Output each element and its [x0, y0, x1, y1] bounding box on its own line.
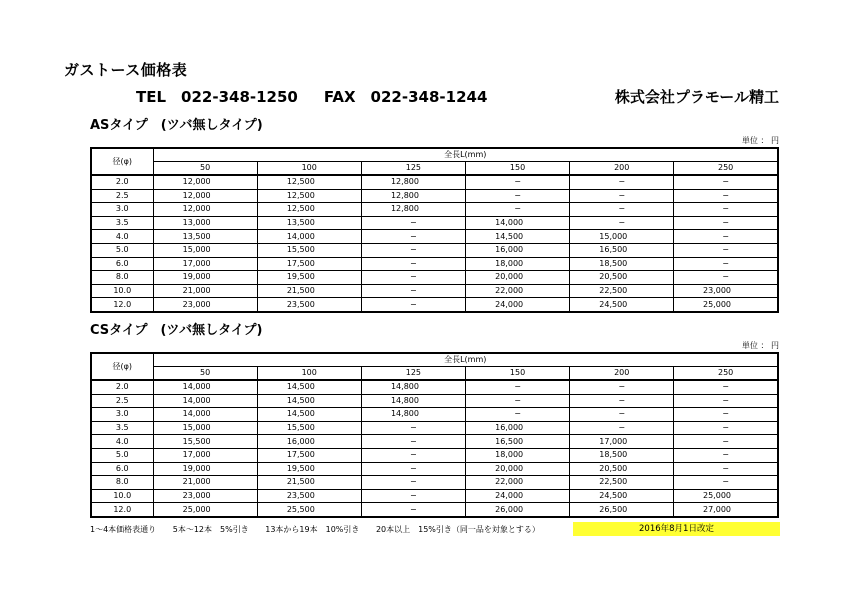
- diameter-header: 径(φ): [91, 148, 153, 175]
- price-cell: 20,000: [465, 271, 569, 285]
- price-cell: −: [361, 230, 465, 244]
- diameter-cell: 2.5: [91, 189, 153, 203]
- price-cell: 16,500: [465, 435, 569, 449]
- price-cell: 25,500: [257, 503, 361, 517]
- table-row: [91, 489, 778, 503]
- price-cell: −: [361, 284, 465, 298]
- length-column-header: 200: [570, 162, 674, 176]
- price-cell: 16,000: [465, 421, 569, 435]
- table-row: [91, 216, 778, 230]
- length-header: 全長L(mm): [153, 353, 778, 367]
- price-cell: 12,500: [257, 203, 361, 217]
- price-cell: 18,000: [465, 257, 569, 271]
- price-cell: 14,800: [361, 408, 465, 422]
- price-cell: 23,500: [257, 298, 361, 312]
- price-cell: −: [674, 203, 778, 217]
- price-cell: −: [361, 421, 465, 435]
- price-cell: −: [674, 257, 778, 271]
- section-title-as: ASタイプ (ツバ無しタイプ): [90, 118, 263, 133]
- price-cell: −: [674, 408, 778, 422]
- price-cell: 24,000: [465, 489, 569, 503]
- price-cell: 15,500: [257, 421, 361, 435]
- price-cell: −: [674, 216, 778, 230]
- section-title-cs: CSタイプ (ツバ無しタイプ): [90, 323, 263, 338]
- price-cell: −: [361, 298, 465, 312]
- length-column-header: 150: [465, 367, 569, 381]
- price-cell: −: [361, 243, 465, 257]
- unit-label-as: 単位 ： 円: [741, 136, 779, 145]
- price-cell: 14,500: [257, 394, 361, 408]
- price-cell: −: [570, 175, 674, 189]
- price-cell: 16,000: [257, 435, 361, 449]
- price-cell: 20,000: [465, 462, 569, 476]
- discount-note: 13本から19本 10%引き: [265, 525, 360, 534]
- price-cell: −: [361, 489, 465, 503]
- price-cell: 14,800: [361, 380, 465, 394]
- price-cell: −: [674, 271, 778, 285]
- fax-number: FAX 022-348-1244: [323, 88, 488, 106]
- table-row: [91, 284, 778, 298]
- price-cell: 22,000: [465, 476, 569, 490]
- discount-note: 5本〜12本 5%引き: [172, 525, 249, 534]
- table-row: [91, 503, 778, 517]
- price-cell: 20,500: [570, 271, 674, 285]
- price-cell: −: [465, 175, 569, 189]
- length-column-header: 125: [361, 367, 465, 381]
- price-cell: −: [674, 230, 778, 244]
- diameter-cell: 3.5: [91, 216, 153, 230]
- diameter-cell: 2.5: [91, 394, 153, 408]
- price-cell: 15,000: [153, 243, 257, 257]
- price-cell: 13,000: [153, 216, 257, 230]
- price-cell: 19,500: [257, 462, 361, 476]
- price-cell: 12,000: [153, 175, 257, 189]
- length-column-header: 50: [153, 367, 257, 381]
- table-row: [91, 394, 778, 408]
- price-cell: 25,000: [153, 503, 257, 517]
- length-header: 全長L(mm): [153, 148, 778, 162]
- price-cell: 24,500: [570, 298, 674, 312]
- table-row: [91, 476, 778, 490]
- contact-line: [136, 86, 487, 107]
- length-column-header: 250: [674, 162, 778, 176]
- table-row: [91, 408, 778, 422]
- length-column-header: 250: [674, 367, 778, 381]
- length-column-header: 200: [570, 367, 674, 381]
- price-cell: −: [465, 394, 569, 408]
- revision-date-badge: 2016年8月1日改定: [573, 522, 780, 536]
- price-cell: 21,000: [153, 476, 257, 490]
- price-cell: 15,500: [257, 243, 361, 257]
- price-cell: −: [674, 448, 778, 462]
- price-cell: −: [570, 189, 674, 203]
- price-cell: 22,500: [570, 476, 674, 490]
- price-cell: 14,000: [465, 216, 569, 230]
- price-cell: 12,500: [257, 189, 361, 203]
- price-cell: 21,500: [257, 284, 361, 298]
- price-cell: 21,000: [153, 284, 257, 298]
- diameter-cell: 3.0: [91, 408, 153, 422]
- price-cell: 24,000: [465, 298, 569, 312]
- price-cell: 23,000: [153, 298, 257, 312]
- price-cell: 12,800: [361, 203, 465, 217]
- price-cell: 17,500: [257, 448, 361, 462]
- price-cell: −: [570, 408, 674, 422]
- price-cell: 21,500: [257, 476, 361, 490]
- price-cell: 20,500: [570, 462, 674, 476]
- diameter-cell: 12.0: [91, 298, 153, 312]
- price-cell: 13,500: [257, 216, 361, 230]
- discount-note: 1〜4本価格表通り: [90, 525, 157, 534]
- price-cell: −: [674, 380, 778, 394]
- price-cell: 23,500: [257, 489, 361, 503]
- diameter-cell: 10.0: [91, 489, 153, 503]
- table-row: [91, 298, 778, 312]
- table-row: [91, 380, 778, 394]
- price-cell: −: [361, 271, 465, 285]
- price-cell: 23,000: [153, 489, 257, 503]
- price-cell: −: [570, 203, 674, 217]
- diameter-cell: 3.5: [91, 421, 153, 435]
- table-row: [91, 203, 778, 217]
- price-cell: 15,500: [153, 435, 257, 449]
- price-cell: −: [361, 462, 465, 476]
- price-cell: 14,500: [257, 408, 361, 422]
- price-cell: 26,500: [570, 503, 674, 517]
- table-row: [91, 448, 778, 462]
- diameter-cell: 4.0: [91, 230, 153, 244]
- table-row: [91, 462, 778, 476]
- price-cell: −: [674, 435, 778, 449]
- price-cell: −: [570, 421, 674, 435]
- price-cell: −: [465, 203, 569, 217]
- price-cell: 25,000: [674, 489, 778, 503]
- price-cell: 12,800: [361, 189, 465, 203]
- diameter-header: 径(φ): [91, 353, 153, 380]
- price-cell: 18,500: [570, 448, 674, 462]
- length-column-header: 150: [465, 162, 569, 176]
- diameter-cell: 12.0: [91, 503, 153, 517]
- price-cell: 19,000: [153, 462, 257, 476]
- price-cell: 17,500: [257, 257, 361, 271]
- price-cell: 16,500: [570, 243, 674, 257]
- diameter-cell: 6.0: [91, 462, 153, 476]
- diameter-cell: 6.0: [91, 257, 153, 271]
- discount-notes: [90, 524, 554, 535]
- price-cell: 23,000: [674, 284, 778, 298]
- price-cell: 17,000: [570, 435, 674, 449]
- price-cell: −: [570, 394, 674, 408]
- price-cell: 13,500: [153, 230, 257, 244]
- tel-number: TEL 022-348-1250: [136, 88, 298, 106]
- table-row: [91, 243, 778, 257]
- price-cell: 15,000: [570, 230, 674, 244]
- price-cell: 15,000: [153, 421, 257, 435]
- price-cell: −: [570, 380, 674, 394]
- table-row: [91, 421, 778, 435]
- diameter-cell: 5.0: [91, 448, 153, 462]
- table-row: [91, 271, 778, 285]
- price-cell: −: [361, 448, 465, 462]
- price-cell: 14,500: [257, 380, 361, 394]
- price-cell: 17,000: [153, 257, 257, 271]
- price-cell: −: [674, 243, 778, 257]
- price-cell: 22,500: [570, 284, 674, 298]
- length-column-header: 100: [257, 367, 361, 381]
- price-cell: 26,000: [465, 503, 569, 517]
- price-cell: 17,000: [153, 448, 257, 462]
- price-cell: −: [361, 216, 465, 230]
- price-cell: 24,500: [570, 489, 674, 503]
- price-cell: −: [674, 394, 778, 408]
- price-cell: 18,500: [570, 257, 674, 271]
- diameter-cell: 8.0: [91, 271, 153, 285]
- price-cell: 12,000: [153, 189, 257, 203]
- price-cell: −: [674, 476, 778, 490]
- price-cell: −: [361, 257, 465, 271]
- price-cell: −: [465, 408, 569, 422]
- length-column-header: 50: [153, 162, 257, 176]
- price-table-cs: [90, 352, 779, 518]
- price-cell: 14,000: [257, 230, 361, 244]
- price-cell: 19,500: [257, 271, 361, 285]
- diameter-cell: 3.0: [91, 203, 153, 217]
- price-cell: 22,000: [465, 284, 569, 298]
- document-title: ガストース価格表: [64, 61, 188, 79]
- price-cell: −: [465, 380, 569, 394]
- price-cell: 12,000: [153, 203, 257, 217]
- price-cell: −: [361, 435, 465, 449]
- price-cell: 18,000: [465, 448, 569, 462]
- table-row: [91, 189, 778, 203]
- table-row: [91, 435, 778, 449]
- table-row: [91, 257, 778, 271]
- price-cell: −: [361, 503, 465, 517]
- company-name: 株式会社プラモール精工: [614, 88, 779, 106]
- diameter-cell: 10.0: [91, 284, 153, 298]
- price-cell: 12,500: [257, 175, 361, 189]
- price-cell: 16,000: [465, 243, 569, 257]
- table-row: [91, 230, 778, 244]
- price-cell: 14,500: [465, 230, 569, 244]
- length-column-header: 100: [257, 162, 361, 176]
- price-cell: −: [361, 476, 465, 490]
- table-row: [91, 175, 778, 189]
- price-cell: −: [674, 175, 778, 189]
- length-column-header: 125: [361, 162, 465, 176]
- price-cell: 14,000: [153, 408, 257, 422]
- price-cell: 12,800: [361, 175, 465, 189]
- diameter-cell: 2.0: [91, 175, 153, 189]
- price-cell: −: [674, 189, 778, 203]
- diameter-cell: 2.0: [91, 380, 153, 394]
- price-cell: 14,000: [153, 380, 257, 394]
- price-cell: 14,800: [361, 394, 465, 408]
- price-cell: 19,000: [153, 271, 257, 285]
- diameter-cell: 8.0: [91, 476, 153, 490]
- price-cell: −: [465, 189, 569, 203]
- diameter-cell: 4.0: [91, 435, 153, 449]
- price-cell: 25,000: [674, 298, 778, 312]
- unit-label-cs: 単位 ： 円: [741, 341, 779, 350]
- price-cell: 27,000: [674, 503, 778, 517]
- price-cell: 14,000: [153, 394, 257, 408]
- price-table-as: [90, 147, 779, 313]
- price-cell: −: [674, 421, 778, 435]
- discount-note: 20本以上 15%引き（同一品を対象とする）: [375, 525, 540, 534]
- diameter-cell: 5.0: [91, 243, 153, 257]
- price-cell: −: [570, 216, 674, 230]
- price-cell: −: [674, 462, 778, 476]
